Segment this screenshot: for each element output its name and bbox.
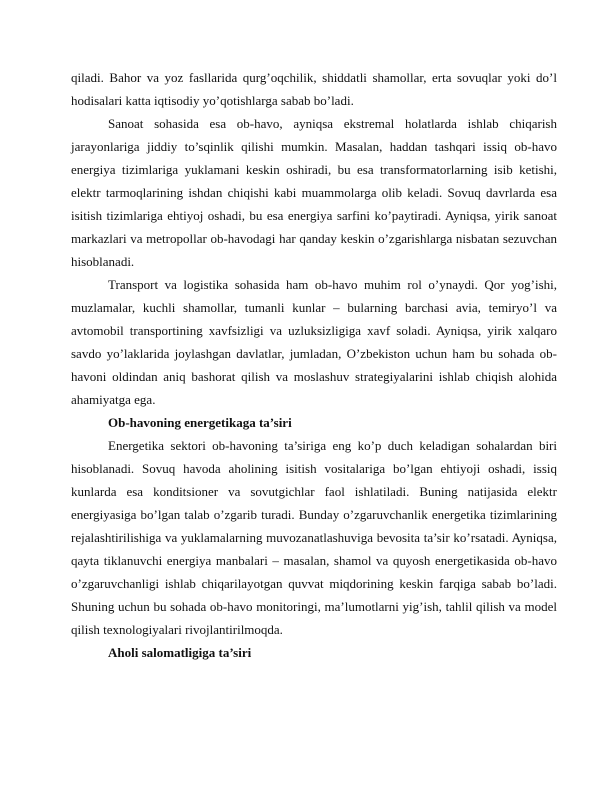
paragraph-energy: Energetika sektori ob-havoning ta’siriga eng ko’p duch keladigan sohalardan biri hisoblanadi. Sovuq havoda aholining isitish vositalariga bo’lgan ehtiyoji oshadi, issiq kunlarda esa konditsioner va sovutgichlar faol ishlatiladi. Buning natijasida elektr energiyasiga bo’lgan talab o’zgarib turadi. Bunday o’zgaruvchanlik energetika tizimlarining rejalashtirilishiga va yuklamalarning muvozanatlashuviga bevosita ta’sir ko’rsatadi. Ayniqsa, qayta tiklanuvchi energiya manbalari – masalan, shamol va quyosh energetikasida ob-havo o’zgaruvchanligi ishlab chiqarilayotgan quvvat miqdorining keskin farqiga sabab bo’ladi. Shuning uchun bu sohada ob-havo monitoringi, ma’lumotlarni yig’ish, tahlil qilish va model qilish texnologiyalari rivojlantirilmoqda.	[71, 438, 557, 637]
paragraph-industry: Sanoat sohasida esa ob-havo, ayniqsa ekstremal holatlarda ishlab chiqarish jarayonlariga jiddiy to’sqinlik qilishi mumkin. Masalan, haddan tashqari issiq ob-havo energiya tizimlariga yuklamani keskin oshiradi, bu esa transformatorlarning isib ketishi, elektr tarmoqlarining ishdan chiqishi kabi muammolarga olib keladi. Sovuq davrlarda esa isitish tizimlariga ehtiyoj oshadi, bu esa energiya sarfini ko’paytiradi. Ayniqsa, yirik sanoat markazlari va metropollar ob-havodagi har qanday keskin o’zgarishlarga nisbatan sezuvchan hisoblanadi.	[71, 116, 557, 269]
paragraph-agriculture-continuation: qiladi. Bahor va yoz fasllarida qurg’oqchilik, shiddatli shamollar, erta sovuqlar yoki do’l hodisalari katta iqtisodiy yo’qotishlarga sabab bo’ladi.	[71, 70, 557, 108]
document-page	[71, 66, 557, 664]
paragraph-transport: Transport va logistika sohasida ham ob-havo muhim rol o’ynaydi. Qor yog’ishi, muzlamalar, kuchli shamollar, tumanli kunlar – bularning barchasi avia, temiryo’l va avtomobil transportining xavfsizligi va uzluksizligiga xavf soladi. Ayniqsa, yirik xalqaro savdo yo’laklarida joylashgan davlatlar, jumladan, O’zbekiston uchun ham bu sohada ob-havoni oldindan aniq bashorat qilish va moslashuv strategiyalarini ishlab chiqish alohida ahamiyatga ega.	[71, 277, 557, 407]
section-heading-energy: Ob-havoning energetikaga ta’siri	[108, 415, 292, 430]
section-heading-health: Aholi salomatligiga ta’siri	[108, 645, 252, 660]
